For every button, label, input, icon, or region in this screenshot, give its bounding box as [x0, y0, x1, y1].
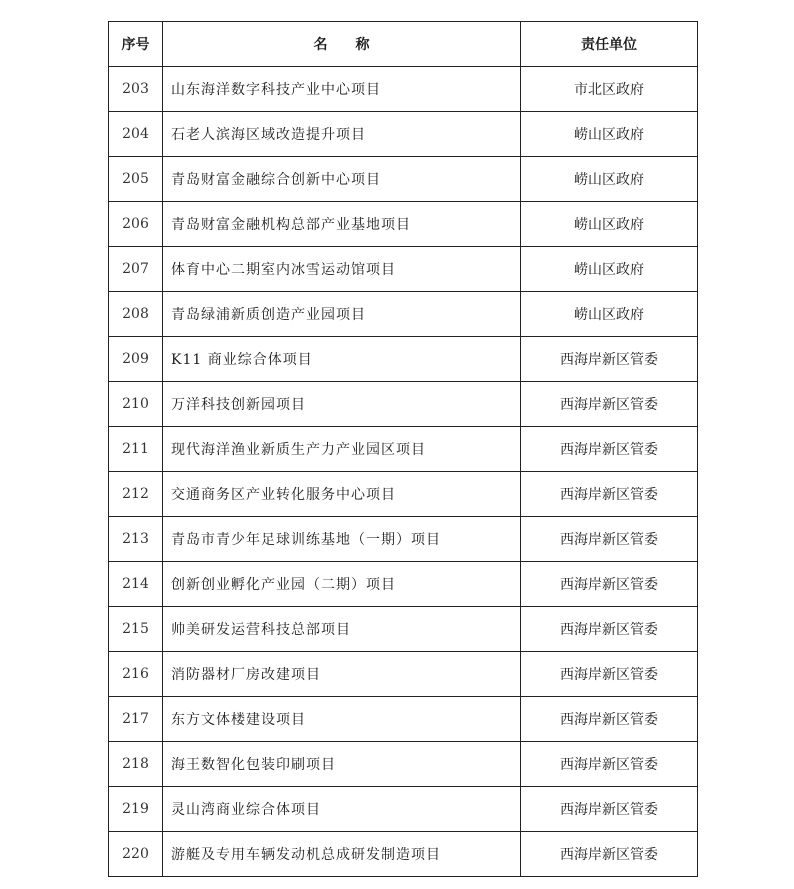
- table-row: [109, 517, 698, 562]
- row-seq-cell: 210: [109, 382, 163, 427]
- row-unit-cell: 崂山区政府: [521, 157, 698, 202]
- row-seq-cell: 218: [109, 742, 163, 787]
- table-row: [109, 157, 698, 202]
- row-seq-cell: 209: [109, 337, 163, 382]
- table-row: [109, 202, 698, 247]
- table-row: [109, 832, 698, 877]
- row-unit-cell: 市北区政府: [521, 67, 698, 112]
- row-name-cell: 青岛市青少年足球训练基地（一期）项目: [163, 517, 521, 562]
- row-seq-cell: 212: [109, 472, 163, 517]
- row-unit-cell: 西海岸新区管委: [521, 562, 698, 607]
- row-name-cell: 青岛绿浦新质创造产业园项目: [163, 292, 521, 337]
- table-row: [109, 337, 698, 382]
- table-row: [109, 112, 698, 157]
- row-unit-cell: 西海岸新区管委: [521, 742, 698, 787]
- table-row: [109, 67, 698, 112]
- row-seq-cell: 205: [109, 157, 163, 202]
- row-unit-cell: 西海岸新区管委: [521, 787, 698, 832]
- row-seq-cell: 203: [109, 67, 163, 112]
- row-seq-cell: 213: [109, 517, 163, 562]
- row-name-cell: K11 商业综合体项目: [163, 337, 521, 382]
- table-row: [109, 382, 698, 427]
- row-unit-cell: 西海岸新区管委: [521, 337, 698, 382]
- row-unit-cell: 崂山区政府: [521, 247, 698, 292]
- row-name-cell: 青岛财富金融综合创新中心项目: [163, 157, 521, 202]
- row-seq-cell: 206: [109, 202, 163, 247]
- table-row: [109, 562, 698, 607]
- project-table: [108, 21, 698, 877]
- row-unit-cell: 崂山区政府: [521, 292, 698, 337]
- row-unit-cell: 西海岸新区管委: [521, 652, 698, 697]
- table-row: [109, 787, 698, 832]
- row-unit-cell: 崂山区政府: [521, 202, 698, 247]
- row-seq-cell: 219: [109, 787, 163, 832]
- table-row: [109, 427, 698, 472]
- table-row: [109, 697, 698, 742]
- table-header: [109, 22, 698, 67]
- row-name-cell: 灵山湾商业综合体项目: [163, 787, 521, 832]
- table-body: [109, 67, 698, 877]
- row-name-cell: 帅美研发运营科技总部项目: [163, 607, 521, 652]
- row-seq-cell: 204: [109, 112, 163, 157]
- row-unit-cell: 崂山区政府: [521, 112, 698, 157]
- row-unit-cell: 西海岸新区管委: [521, 697, 698, 742]
- row-name-cell: 交通商务区产业转化服务中心项目: [163, 472, 521, 517]
- table-row: [109, 742, 698, 787]
- row-name-cell: 海王数智化包装印刷项目: [163, 742, 521, 787]
- row-seq-cell: 207: [109, 247, 163, 292]
- row-name-cell: 游艇及专用车辆发动机总成研发制造项目: [163, 832, 521, 877]
- header-unit: 责任单位: [521, 22, 698, 67]
- row-unit-cell: 西海岸新区管委: [521, 472, 698, 517]
- row-name-cell: 石老人滨海区域改造提升项目: [163, 112, 521, 157]
- table-row: [109, 247, 698, 292]
- row-name-cell: 万洋科技创新园项目: [163, 382, 521, 427]
- row-seq-cell: 216: [109, 652, 163, 697]
- row-name-cell: 创新创业孵化产业园（二期）项目: [163, 562, 521, 607]
- row-seq-cell: 220: [109, 832, 163, 877]
- table-row: [109, 652, 698, 697]
- row-seq-cell: 208: [109, 292, 163, 337]
- table-row: [109, 472, 698, 517]
- row-unit-cell: 西海岸新区管委: [521, 517, 698, 562]
- header-name: 名 称: [163, 22, 521, 67]
- row-seq-cell: 214: [109, 562, 163, 607]
- row-name-cell: 青岛财富金融机构总部产业基地项目: [163, 202, 521, 247]
- table-row: [109, 607, 698, 652]
- row-name-cell: 东方文体楼建设项目: [163, 697, 521, 742]
- row-name-cell: 消防器材厂房改建项目: [163, 652, 521, 697]
- row-unit-cell: 西海岸新区管委: [521, 427, 698, 472]
- header-row: [109, 22, 698, 67]
- row-name-cell: 山东海洋数字科技产业中心项目: [163, 67, 521, 112]
- header-seq: 序号: [109, 22, 163, 67]
- row-unit-cell: 西海岸新区管委: [521, 607, 698, 652]
- row-seq-cell: 215: [109, 607, 163, 652]
- table-row: [109, 292, 698, 337]
- row-unit-cell: 西海岸新区管委: [521, 832, 698, 877]
- row-name-cell: 现代海洋渔业新质生产力产业园区项目: [163, 427, 521, 472]
- row-name-cell: 体育中心二期室内冰雪运动馆项目: [163, 247, 521, 292]
- row-unit-cell: 西海岸新区管委: [521, 382, 698, 427]
- row-seq-cell: 211: [109, 427, 163, 472]
- row-seq-cell: 217: [109, 697, 163, 742]
